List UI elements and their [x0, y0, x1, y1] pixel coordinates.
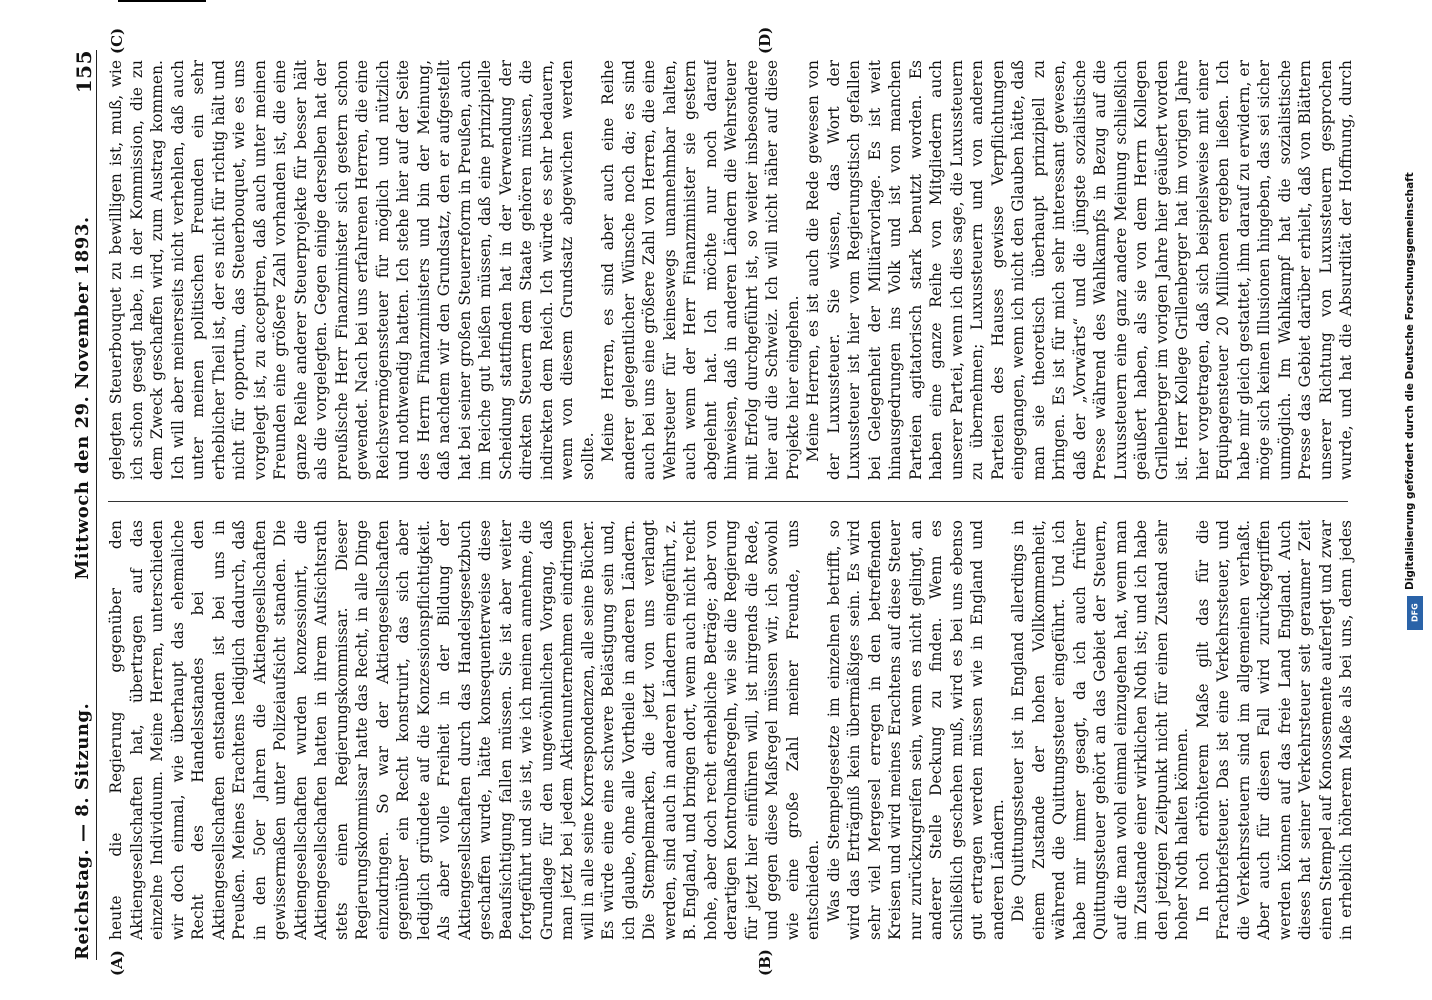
left-paragraph: heute die Regierung gegenüber den Aktiengesellschaften hat, übertragen auf das einzelne Individuum. Meine Herren, unterschieden wir doch einmal, wie überhaupt das ehemaliche Recht des Handelsstandes bei den Aktiengesellschaften entstanden ist bei uns in Preußen. Meines Erachtens lediglich dadurch, daß in den 50er Jahren die Aktiengesellschaften gewissermaßen unter Polizeiaufsicht standen. Die Aktiengesellschaften wurden konzessionirt, die Aktiengesellschaften hatten in ihrem Aufsichtsrath stets einen Regierungskommissar. Dieser Regierungskommissar hatte das Recht, in alle Dinge einzudringen. So war der Aktiengesellschaften gegenüber ein Recht konstruirt, das sich aber lediglich gründete auf die Konzessionspflichtigkeit. Als aber volle Freiheit in der Bildung der Aktiengesellschaften durch das Handelsgesetzbuch geschaffen wurde, hätte konsequenterweise diese Beaufsichtigung fallen müssen. Sie ist aber weiter fortgeführt und sie ist, wie ich meinen annehme, die Grundlage für den ungewöhnlichen Vorgang, daß man jetzt bei jedem Aktienunternehmen eindringen will in alle seine Korrespondenzen, alle seine Bücher. Es würde eine eine schwere Belästigung sein und, ich glaube, ohne alle Vortheile in anderen Ländern. Die Stempelmarken, die jetzt von uns verlangt werden, sind auch in anderen Ländern eingeführt, z. B. England, und bringen dort, wenn auch nicht recht hohe, aber doch recht erhebliche Beträge; aber von derartigen Kontrolmaßregeln, wie sie die Regierung für jetzt hier einführen will, ist nirgends die Rede, und gegen diese Maßregel müssen wir, ich sowohl wie eine große Zahl meiner Freunde, uns entschieden.	[107, 520, 822, 940]
dfg-funding-note	[1404, 10, 1428, 630]
left-paragraph: Was die Stempelgesetze im einzelnen betrifft, so wird das Erträgniß kein übermäßiges sein. Es wird sehr viel Mergesel erregen in den betreffenden Kreisen und wird meines Erachtens auf diese Steuer nur zurückzugreifen sein, wenn es nicht gelingt, an anderer Stelle Deckung zu finden. Wenn es schließlich geschehen muß, wird es bei uns ebenso gut ertragen werden müssen wie in England und anderen Ländern.	[824, 520, 1007, 940]
header-date: Mittwoch den 29. November 1893.	[72, 216, 93, 580]
column-divider	[108, 501, 1348, 502]
right-paragraph: Meine Herren, es ist auch die Rede gewesen von der Luxussteuer. Sie wissen, das Wort der Luxussteuer ist hier vom Regierungstisch gefallen bei Gelegenheit der Militärvorlage. Es ist weit hinausgedrungen ins Volk und ist von manchen Parteien agitatorisch stark benutzt worden. Es haben eine ganze Reihe von Mitgliedern auch unserer Partei, wenn ich dies sage, die Luxussteuern zu übernehmen; Luxussteuern und von anderen Parteien des Hauses gewisse Verpflichtungen eingegangen, wenn ich nicht den Glauben hätte, daß man sie theoretisch überhaupt prinzipiell zu bringen. Es ist für mich sehr interessant gewesen, daß der „Vorwärts“ und die jüngste sozialistische Presse während des Wahlkampfs in Bezug auf die Luxussteuern eine ganz andere Meinung schließlich geäußert haben, als sie von dem Herrn Kollegen Grillenberger im vorigen Jahre hier geäußert worden ist. Herr Kollege Grillenberger hat im vorigen Jahre hier vorgetragen, daß sich beispielsweise mit einer Equipagensteuer 20 Millionen ergeben ließen. Ich habe mir gleich gestattet, ihm darauf zu erwidern, er möge sich keinen Illusionen hingeben, das sei sicher unmöglich. Im Wahlkampf hat die sozialistische Presse das Gebiet darüber erhielt, daß von Blättern unserer Richtung von Luxussteuern gesprochen wurde, und hat die Absurdität der Hoffnung, durch	[804, 60, 1355, 480]
right-paragraph: gelegten Steuerbouquet zu bewilligen ist, muß, wie ich schon gesagt habe, in der Kommission, die zu dem Zweck geschaffen wird, zum Austrag kommen. Ich will aber meinerseits nicht verhehlen, daß auch unter meinen politischen Freunden ein sehr erheblicher Theil ist, der es nicht für richtig hält und nicht für opportun, das Steuerbouquet, wie es uns vorgelegt ist, zu acceptiren, daß auch unter meinen Freunden eine größere Zahl vorhanden ist, die eine ganze Reihe anderer Steuerprojekte für besser hält als die vorgelegten. Gegen einige derselben hat der preußische Herr Finanzminister sich gestern schon gewendet. Nach bei uns erfahrenen Herren, die eine Reichsvermögenssteuer für möglich und nützlich und nothwendig hatten. Ich stehe hier auf der Seite des Herrn Finanzministers und bin der Meinung, daß nachdem wir den Grundsatz, den er aufgestellt hat bei seiner großen Steuerreform in Preußen, auch im Reiche gut heißen müssen, daß eine prinzipielle Scheidung stattfinden hat in der Verwendung der direkten Steuern dem Staate gehören müssen, die indirekten dem Reich. Ich würde es sehr bedauern, wenn von diesem Grundsatz abgewichen werden sollte.	[107, 60, 597, 480]
right-column	[106, 60, 1356, 480]
margin-marker-d: (D)	[756, 26, 774, 54]
margin-marker-a: (A)	[108, 950, 126, 976]
right-paragraph: Meine Herren, es sind aber auch eine Reihe anderer gelegentlicher Wünsche noch da; es sind auch bei uns eine größere Zahl von Herren, die eine Wehrsteuer für keineswegs unannehmbar halten, auch wenn der Herr Finanzminister sie gestern abgelehnt hat. Ich möchte nur noch darauf hinweisen, daß in anderen Ländern die Wehrsteuer mit Erfolg durchgeführt ist, so weiter insbesondere hier auf die Schweiz. Ich will nicht näher auf diese Projekte hier eingehen.	[599, 60, 802, 480]
header-left: Reichstag. — 8. Sitzung.	[72, 702, 93, 960]
corner-rule	[118, 0, 206, 2]
dfg-note-text: Digitalisierung gefördert durch die Deutsche Forschungsgemeinschaft	[1404, 172, 1416, 590]
margin-marker-c: (C)	[108, 27, 126, 54]
dfg-logo-icon: DFG	[1407, 596, 1423, 630]
rotated-page	[36, 20, 1396, 980]
left-paragraph: Die Quittungssteuer ist in England allerdings in einem Zustande der hohen Vollkommenheit, während die Quittungssteuer eingeführt. Und ich habe mir immer gesagt, da ich auch früher Quittungssteuer gehört an das Gebiet der Steuern, auf die man wohl einmal einzugehen hat, wenn man im Zustande einer wirklichen Noth ist; und ich habe den jetzigen Zeitpunkt nicht für einen Zustand sehr hoher Noth halten können.	[1009, 520, 1191, 940]
page-number: 155	[72, 50, 96, 94]
running-header	[66, 50, 97, 960]
left-column	[106, 520, 1356, 940]
left-paragraph: In noch erhöhterem Maße gilt das für die Frachtbriefsteuer. Das ist eine Verkehrssteuer, und die Verkehrssteuern sind im allgemeinen verhaßt. Aber auch für diesen Fall wird zurückgegriffen werden können auf das freie Land England. Auch dieses hat seiner Verkehrsteuer seit geraumer Zeit einen Stempel auf Konossemente auferlegt und zwar in erheblich höherem Maße als bei uns, denn jedes	[1193, 520, 1355, 940]
margin-marker-b: (B)	[756, 949, 774, 976]
